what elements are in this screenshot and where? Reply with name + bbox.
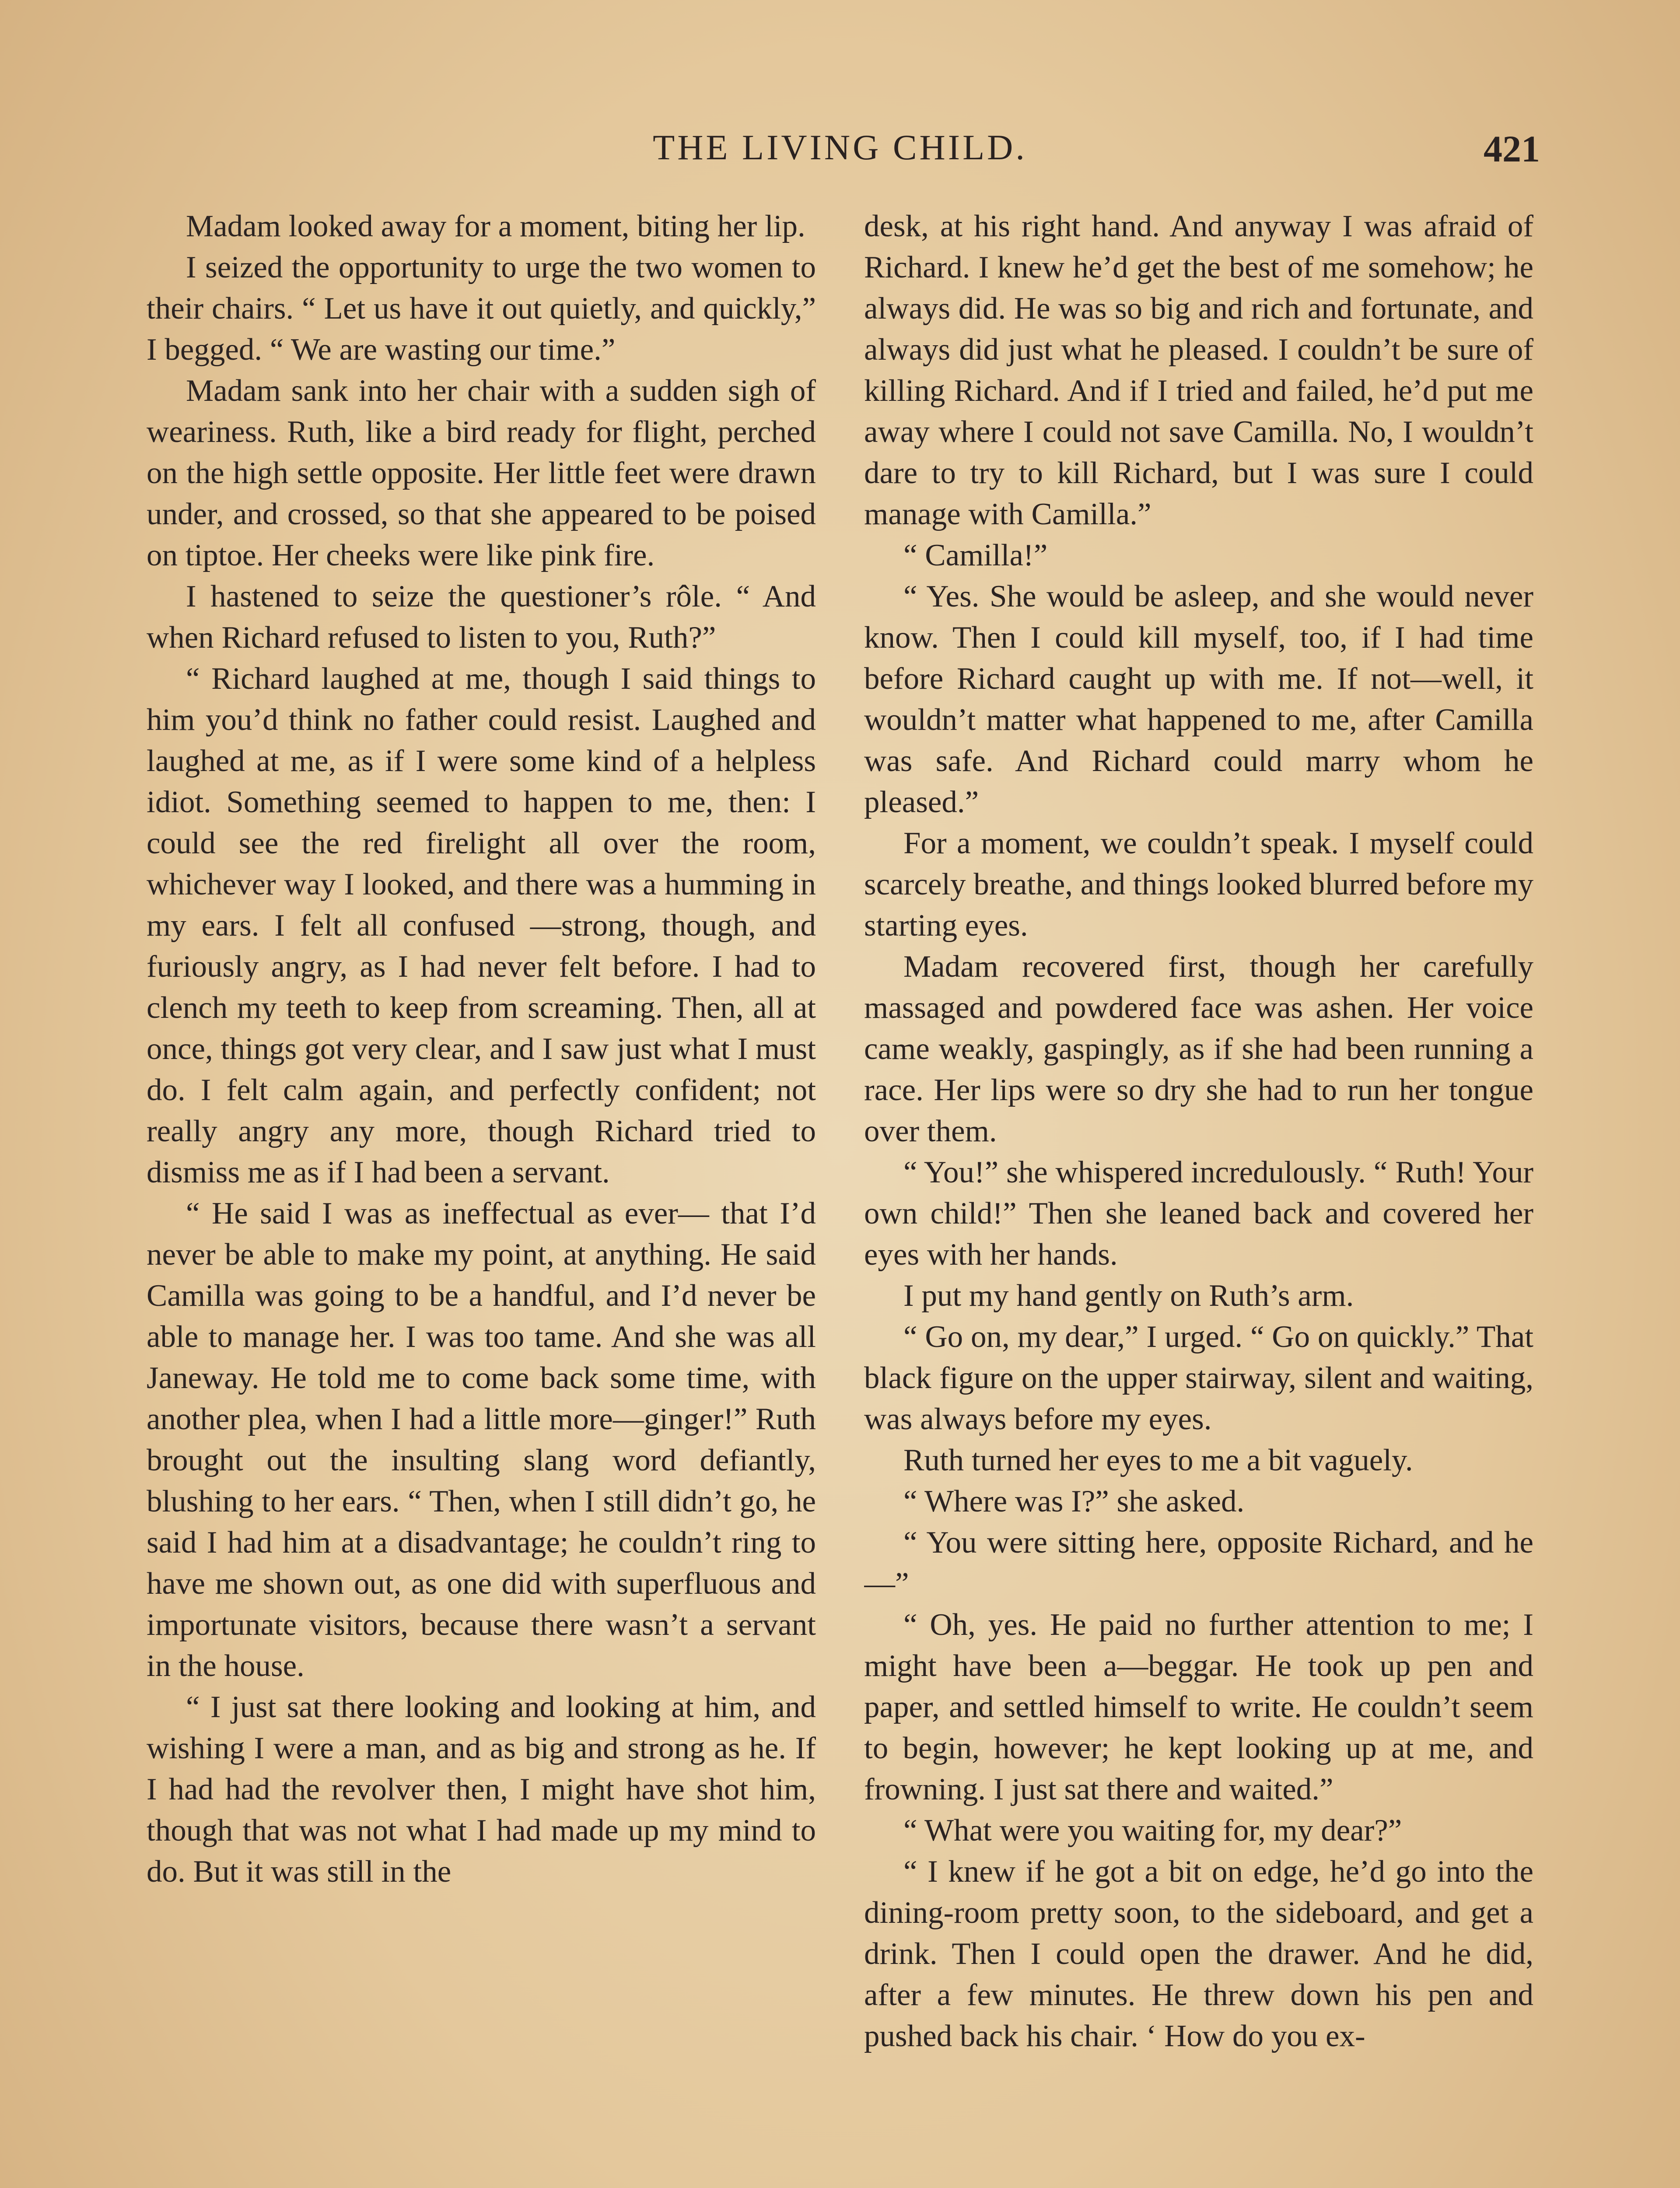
paragraph: I hastened to seize the questioner’s rôle. “ And when Richard refused to listen to you, Ruth?”	[147, 579, 816, 655]
page-number: 421	[1484, 128, 1540, 170]
left-text-column	[147, 206, 816, 2188]
paragraph: “ You!” she whispered incredulously. “ Ruth! Your own child!” Then she leaned back and covered her eyes with her hands.	[864, 1155, 1533, 1272]
running-title: THE LIVING CHILD.	[653, 127, 1027, 167]
paragraph: Madam looked away for a moment, biting her lip.	[186, 209, 805, 243]
paragraph: “ He said I was as ineffectual as ever— that I’d never be able to make my point, at anything. He said Camilla was going to be a handful, and I’d never be able to manage her. I was too tame. And she was all Janeway. He told me to come back some time, with another plea, when I had a little more—ginger!” Ruth brought out the insulting slang word defiantly, blushing to her ears. “ Then, when I still didn’t go, he said I had him at a disadvantage; he couldn’t ring to have me shown out, as one did with superfluous and importunate visitors, because there wasn’t a servant in the house.	[147, 1196, 816, 1683]
paragraph: desk, at his right hand. And anyway I was afraid of Richard. I knew he’d get the best of me somehow; he always did. He was so big and rich and fortunate, and always did just what he pleased. I couldn’t be sure of killing Richard. And if I tried and failed, he’d put me away where I could not save Camilla. No, I wouldn’t dare to try to kill Richard, but I was sure I could manage with Camilla.”	[864, 209, 1533, 531]
right-text-column	[864, 206, 1533, 2188]
paragraph: “ Where was I?” she asked.	[903, 1484, 1245, 1518]
paragraph: “ You were sitting here, opposite Richard, and he—”	[864, 1525, 1533, 1601]
paragraph: “ Go on, my dear,” I urged. “ Go on quickly.” That black figure on the upper stairway, silent and waiting, was always before my eyes.	[864, 1320, 1533, 1436]
paragraph: “ Yes. She would be asleep, and she would never know. Then I could kill myself, too, if I had time before Richard caught up with me. If not—well, it wouldn’t matter what happened to me, after Camilla was safe. And Richard could marry whom he pleased.”	[864, 579, 1533, 819]
paragraph: For a moment, we couldn’t speak. I myself could scarcely breathe, and things looked blurred before my starting eyes.	[864, 826, 1533, 943]
paragraph: “ What were you waiting for, my dear?”	[903, 1813, 1402, 1848]
paragraph: “ I just sat there looking and looking at him, and wishing I were a man, and as big and strong as he. If I had had the revolver then, I might have shot him, though that was not what I had made up my mind to do. But it was still in the	[147, 1690, 816, 1889]
paragraph: I seized the opportunity to urge the two women to their chairs. “ Let us have it out quietly, and quickly,” I begged. “ We are wasting our time.”	[147, 250, 816, 367]
page-header	[140, 127, 1540, 179]
paragraph: “ Oh, yes. He paid no further attention to me; I might have been a—beggar. He took up pen and paper, and settled himself to write. He couldn’t seem to begin, however; he kept looking up at me, and frowning. I just sat there and waited.”	[864, 1608, 1533, 1806]
paragraph: Ruth turned her eyes to me a bit vaguely.	[903, 1443, 1413, 1477]
paragraph: “ Richard laughed at me, though I said things to him you’d think no father could resist. Laughed and laughed at me, as if I were some kind of a helpless idiot. Something seemed to happen to me, then: I could see the red firelight all over the room, whichever way I looked, and there was a humming in my ears. I felt all confused —strong, though, and furiously angry, as I had never felt before. I had to clench my teeth to keep from screaming. Then, all at once, things got very clear, and I saw just what I must do. I felt calm again, and perfectly confident; not really angry any more, though Richard tried to dismiss me as if I had been a servant.	[147, 662, 816, 1189]
paragraph: “ Camilla!”	[903, 538, 1048, 572]
paragraph: I put my hand gently on Ruth’s arm.	[903, 1279, 1354, 1313]
paragraph: “ I knew if he got a bit on edge, he’d go into the dining-room pretty soon, to the sideboard, and get a drink. Then I could open the drawer. And he did, after a few minutes. He threw down his pen and pushed back his chair. ‘ How do you ex-	[864, 1855, 1533, 2053]
paragraph: Madam sank into her chair with a sudden sigh of weariness. Ruth, like a bird ready for flight, perched on the high settle opposite. Her little feet were drawn under, and crossed, so that she appeared to be poised on tiptoe. Her cheeks were like pink fire.	[147, 374, 816, 572]
paragraph: Madam recovered first, though her carefully massaged and powdered face was ashen. Her voice came weakly, gaspingly, as if she had been running a race. Her lips were so dry she had to run her tongue over them.	[864, 950, 1533, 1148]
